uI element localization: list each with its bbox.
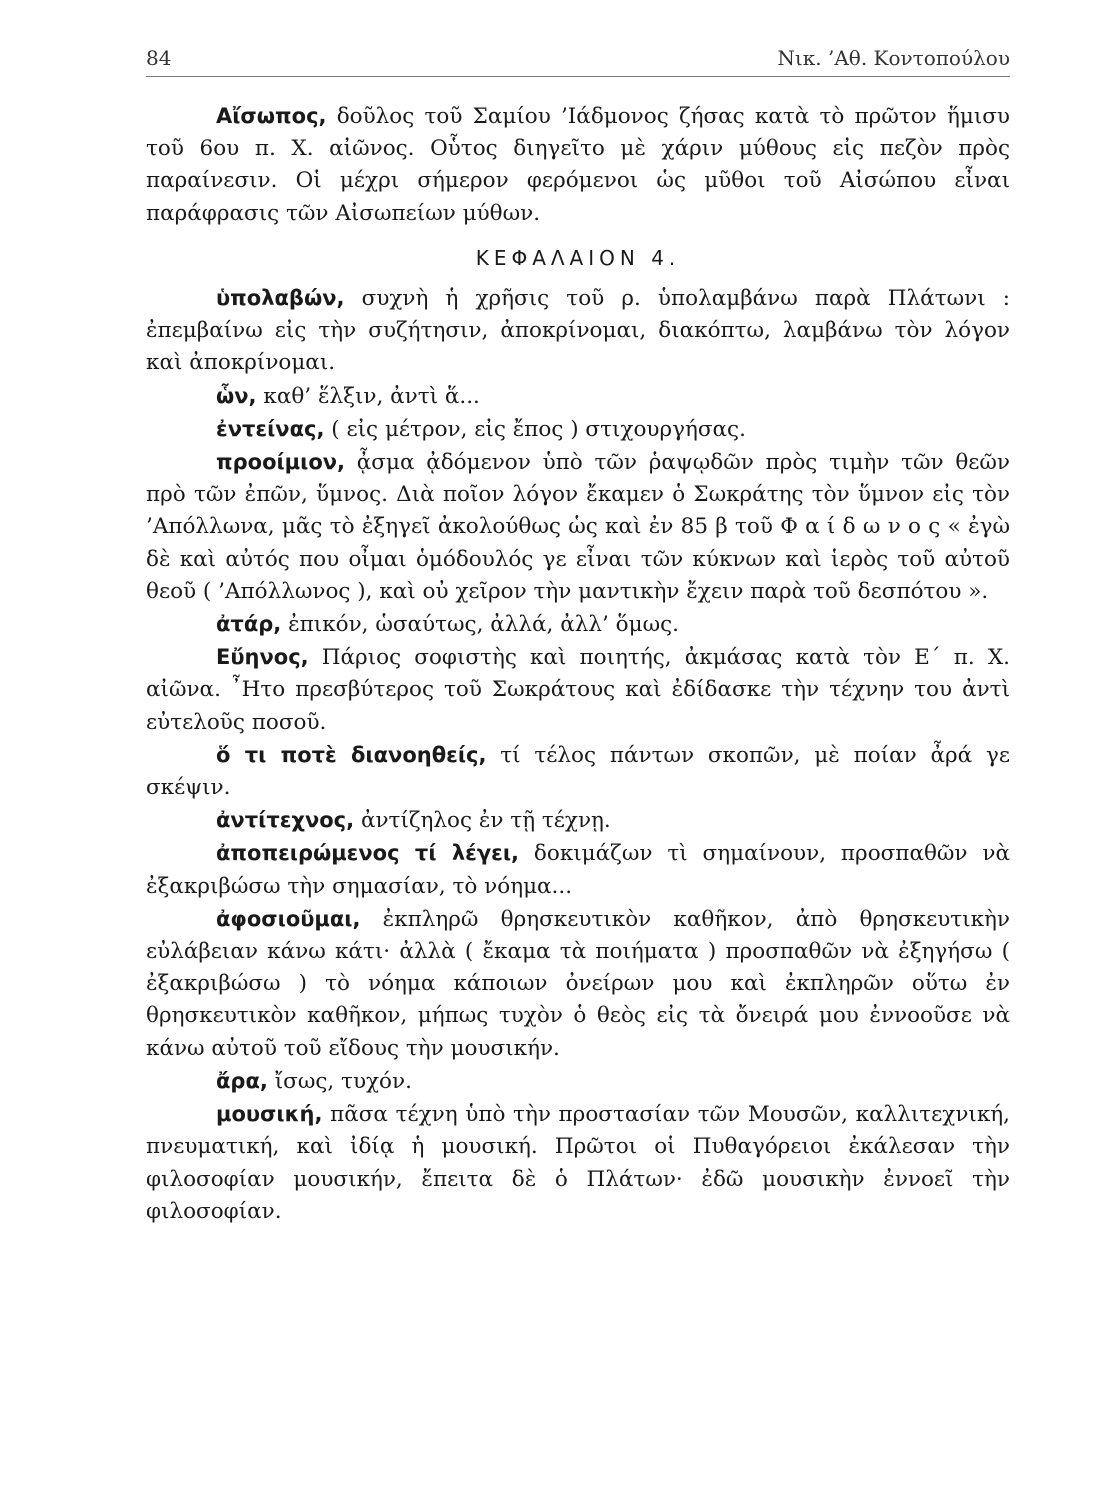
entry-text: συχνὴ ἡ χρῆσις τοῦ ρ. ὑπολαμβάνω παρὰ Πλάτωνι : ἐπεμβαίνω εἰς τὴν συζήτησιν, ἀποκρίνομαι, διακόπτω, λαμβάνω τὸν λόγον καὶ ἀποκρίνομαι.: [146, 286, 1010, 376]
entry-text: ἀντίζηλος ἐν τῇ τέχνῃ.: [354, 808, 611, 834]
entry-text: ( εἰς μέτρον, εἰς ἔπος ) στιχουργήσας.: [324, 416, 746, 442]
entry-term: μουσική,: [216, 1102, 323, 1127]
glossary-entry: [146, 282, 1010, 380]
chapter-heading: ΚΕΦΑΛΑΙΟΝ 4.: [475, 245, 681, 270]
entry-term: Εὔηνος,: [216, 645, 309, 670]
entry-text: πᾶσα τέχνη ὑπὸ τὴν προστασίαν τῶν Μουσῶν, καλλιτεχνική, πνευματική, καὶ ἰδίᾳ ἡ μουσική. Πρῶτοι οἱ Πυθαγόρειοι ἐκάλεσαν τὴν φιλοσοφίαν μουσικήν, ἔπειτα δὲ ὁ Πλάτων· ἐδῶ μουσικὴν ἐννοεῖ τὴν φιλοσοφίαν.: [146, 1102, 1010, 1224]
running-title: Νικ. ’Αθ. Κοντοπούλου: [777, 46, 1010, 70]
entry-text: δοῦλος τοῦ Σαμίου ’Ιάδμονος ζήσας κατὰ τὸ πρῶτον ἥμισυ τοῦ 6ου π. Χ. αἰῶνος. Οὗτος διηγεῖτο μὲ χάριν μύθους εἰς πεζὸν πρὸς παραίνεσιν. Οἱ μέχρι σήμερον φερόμενοι ὡς μῦθοι τοῦ Αἰσώπου εἶναι παράφρασις τῶν Αἰσωπείων μύθων.: [146, 104, 1010, 226]
glossary-entry: [146, 641, 1010, 739]
page-header: [146, 46, 1010, 70]
glossary-entry: [146, 837, 1010, 902]
glossary-entry: [146, 1065, 1010, 1098]
entry-term: ὧν,: [216, 383, 257, 408]
entry-term: ὑπολαβών,: [216, 286, 345, 311]
entry-text: Πάριος σοφιστὴς καὶ ποιητής, ἀκμάσας κατὰ τὸν Ε΄ π. Χ. αἰῶνα. ῏Ητο πρεσβύτερος τοῦ Σωκράτους καὶ ἐδίδασκε τὴν τέχνην του ἀντὶ εὐτελοῦς ποσοῦ.: [146, 645, 1010, 735]
entry-term: Αἴσωπος,: [216, 104, 327, 128]
glossary-entry: [146, 380, 1010, 413]
entry-text: ἐπικόν, ὡσαύτως, ἀλλά, ἀλλ’ ὅμως.: [281, 612, 679, 638]
entry-term: ἀφοσιοῦμαι,: [216, 906, 361, 931]
entry-text: δοκιμάζων τὶ σημαίνουν, προσπαθῶν νὰ ἐξακριβώσω τὴν σημασίαν, τὸ νόημα...: [146, 841, 1010, 899]
glossary-entry: [146, 1098, 1010, 1228]
page-number: 84: [146, 46, 172, 70]
header-rule: [146, 76, 1010, 77]
entry-term: ὅ τι ποτὲ διανοηθείς,: [216, 742, 487, 767]
entry-term: ἀτάρ,: [216, 612, 282, 637]
entry-text: καθ’ ἕλξιν, ἀντὶ ἅ...: [256, 383, 480, 409]
entry-text: ἐκπληρῶ θρησκευτικὸν καθῆκον, ἀπὸ θρησκευτικὴν εὐλάβειαν κάνω κάτι· ἀλλὰ ( ἔκαμα τὰ ποιήματα ) προσπαθῶν νὰ ἐξηγήσω ( ἐξακριβώσω ) τὸ νόημα κάποιων ὀνείρων μου καὶ ἐκπληρῶν οὕτω ἐν θρησκευτικὸν καθῆκον, μήπως τυχὸν ὁ θεὸς εἰς τὰ ὄνειρά μου ἐννοοῦσε νὰ κάνω αὐτοῦ τοῦ εἴδους τὴν μουσικήν.: [146, 906, 1010, 1061]
entry-term: ἄρα,: [216, 1068, 268, 1093]
page-body: [146, 100, 1010, 1228]
entry-term: προοίμιον,: [216, 450, 346, 475]
glossary-entry: [146, 739, 1010, 804]
entry-term: ἐντείνας,: [216, 416, 325, 441]
glossary-entry: [146, 804, 1010, 837]
entry-text: ἴσως, τυχόν.: [267, 1068, 412, 1094]
entry-text: τί τέλος πάντων σκοπῶν, μὲ ποίαν ἆρά γε σκέψιν.: [146, 742, 1010, 801]
entry-term: ἀποπειρώμενος τί λέγει,: [216, 841, 520, 866]
glossary-entry: [146, 903, 1010, 1065]
glossary-entry: [146, 608, 1010, 641]
glossary-entry: [146, 446, 1010, 608]
entry-text: ᾆσμα ᾀδόμενον ὑπὸ τῶν ῥαψῳδῶν πρὸς τιμὴν τῶν θεῶν πρὸ τῶν ἐπῶν, ὕμνος. Διὰ ποῖον λόγον ἔκαμεν ὁ Σωκράτης τὸν ὕμνον εἰς τὸν ’Απόλλωνα, μᾶς τὸ ἐξηγεῖ ἀκολούθως ὡς καὶ ἐν 85 β τοῦ Φ α ί δ ω ν ο ς « ἐγὼ δὲ καὶ αὐτός που οἶμαι ὁμόδουλός γε εἶναι τῶν κύκνων καὶ ἱερὸς τοῦ αὐτοῦ θεοῦ ( ’Απόλλωνος ), καὶ οὐ χεῖρον τὴν μαντικὴν ἔχειν παρὰ τοῦ δεσπότου ».: [146, 450, 1010, 604]
glossary-entry: [146, 413, 1010, 446]
entry-term: ἀντίτεχνος,: [216, 808, 355, 833]
glossary-entry: [146, 100, 1010, 230]
